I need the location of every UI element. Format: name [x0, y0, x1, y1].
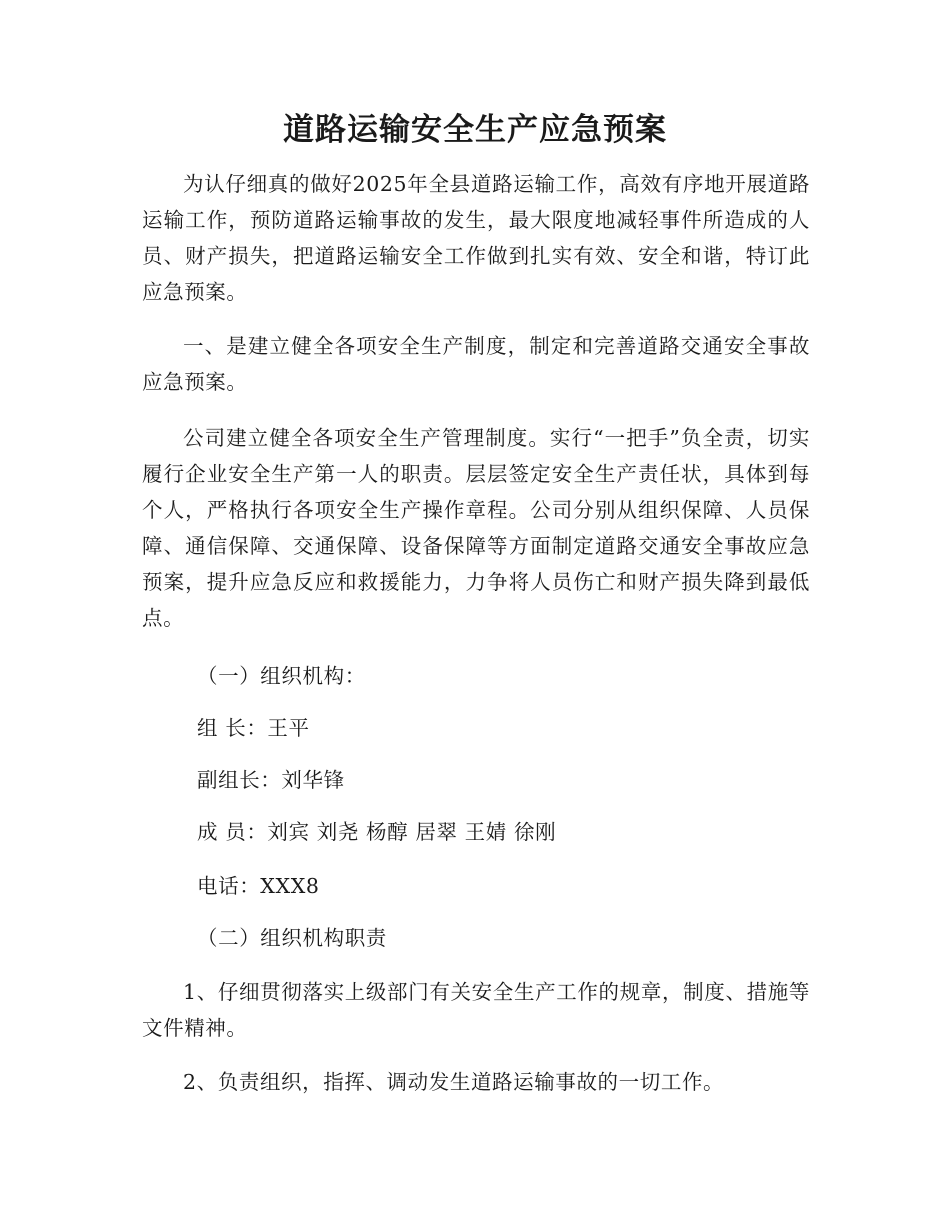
document-title: 道路运输安全生产应急预案 [283, 112, 667, 148]
phone-line: 电话：XXX8 [197, 874, 320, 898]
members-line: 成 员：刘宾 刘尧 杨醇 居翠 王婧 徐刚 [197, 820, 557, 844]
group-leader-line: 组 长：王平 [197, 716, 310, 740]
duties-heading: （二）组织机构职责 [197, 926, 387, 950]
org-structure-heading: （一）组织机构： [197, 664, 366, 688]
section1-heading: 一、是建立健全各项安全生产制度，制定和完善道路交通安全事故应急预案。 [142, 334, 810, 394]
duty-item-2: 2、负责组织，指挥、调动发生道路运输事故的一切工作。 [183, 1070, 725, 1094]
deputy-leader-line: 副组长：刘华锋 [197, 768, 345, 792]
duty-item-1: 1、仔细贯彻落实上级部门有关安全生产工作的规章，制度、措施等文件精神。 [142, 980, 810, 1040]
intro-paragraph: 为认仔细真的做好2025年全县道路运输工作，高效有序地开展道路运输工作，预防道路运输事故的发生，最大限度地减轻事件所造成的人员、财产损失，把道路运输安全工作做到扎实有效、安全和谐，特订此应急预案。 [142, 172, 810, 304]
section1-body: 公司建立健全各项安全生产管理制度。实行“一把手”负全责，切实履行企业安全生产第一人的职责。层层签定安全生产责任状，具体到每个人，严格执行各项安全生产操作章程。公司分别从组织保障、人员保障、通信保障、交通保障、设备保障等方面制定道路交通安全事故应急预案，提升应急反应和救援能力，力争将人员伤亡和财产损失降到最低点。 [142, 426, 810, 630]
